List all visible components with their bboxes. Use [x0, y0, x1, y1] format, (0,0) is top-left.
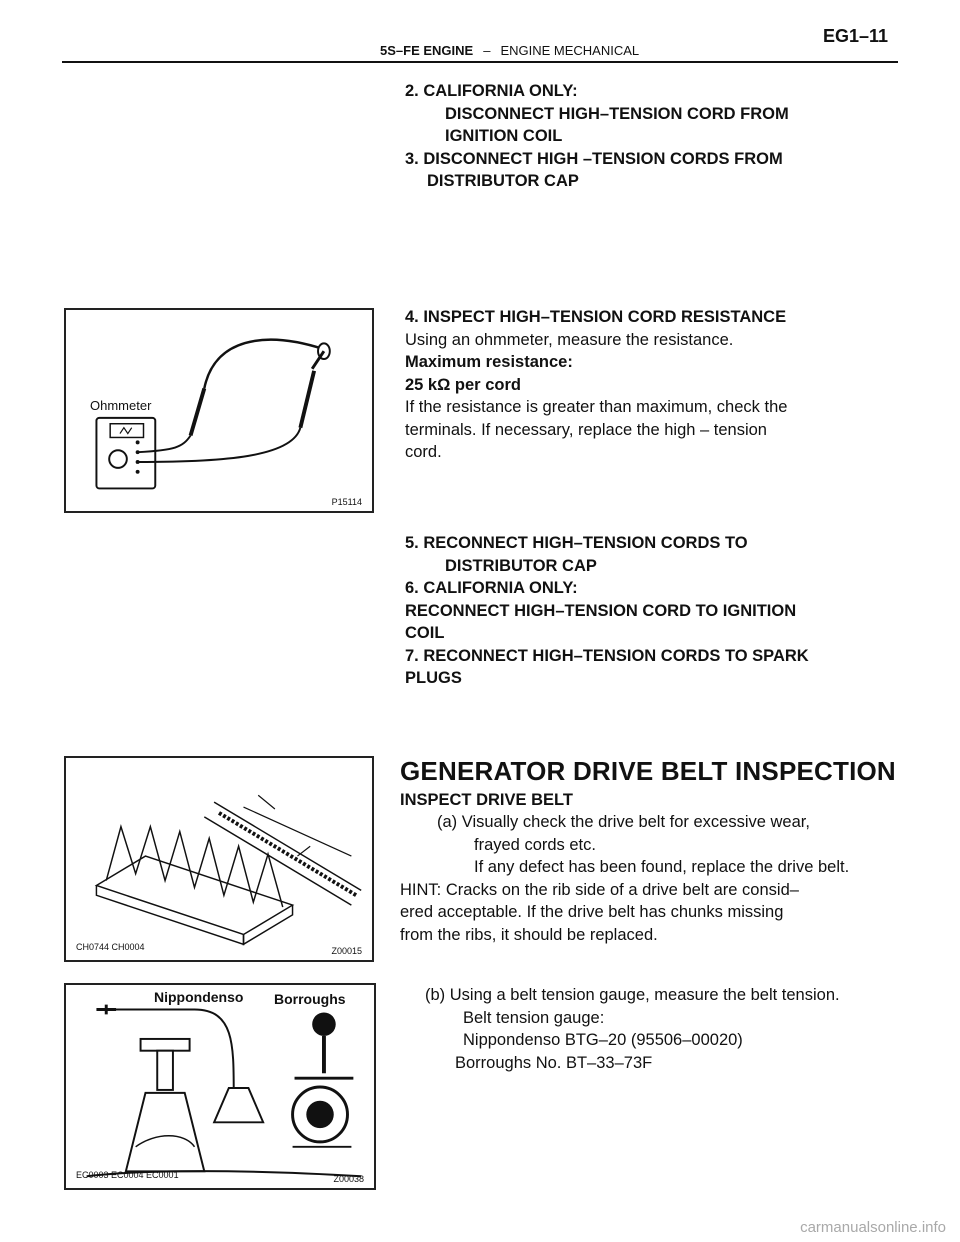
hint-line3: from the ribs, it should be replaced. [400, 925, 658, 944]
step-4-heading: 4. INSPECT HIGH–TENSION CORD RESISTANCE [405, 308, 787, 326]
step-2-line1: DISCONNECT HIGH–TENSION CORD FROM [445, 104, 789, 123]
steps-disconnect [405, 80, 789, 193]
running-header [380, 43, 639, 58]
step-b-line2: Belt tension gauge: [463, 1008, 605, 1027]
drive-belt-illustration [66, 758, 372, 960]
step-6-line2: COIL [405, 624, 445, 642]
step-6-heading: 6. CALIFORNIA ONLY: [405, 579, 578, 597]
hint-line2: ered acceptable. If the drive belt has chunks missing [400, 903, 784, 921]
spec-value: 25 kΩ per cord [405, 375, 521, 394]
figure3-codes: EC0003 EC0004 EC0001 [76, 1170, 179, 1180]
header-separator: – [483, 43, 491, 58]
label-borroughs: Borroughs [274, 991, 346, 1007]
step-5-heading: 5. RECONNECT HIGH–TENSION CORDS TO [405, 534, 748, 552]
step-a-line3: If any defect has been found, replace the drive belt. [474, 858, 850, 876]
figure3-code: Z00038 [333, 1174, 364, 1184]
step-7-line1: PLUGS [405, 669, 462, 687]
step-7-heading: 7. RECONNECT HIGH–TENSION CORDS TO SPARK [405, 646, 809, 665]
step-6-line1: RECONNECT HIGH–TENSION CORD TO IGNITION [405, 601, 797, 620]
figure2-code: Z00015 [331, 946, 362, 956]
step-a-line2: frayed cords etc. [474, 835, 596, 854]
step-4-instruction: Using an ohmmeter, measure the resistance. [405, 330, 734, 349]
drive-belt-figure [64, 756, 374, 962]
page-code: EG1–11 [823, 26, 889, 46]
figure1-code: P15114 [331, 497, 362, 507]
step-4-line4: cord. [405, 443, 442, 461]
step-2-heading: 2. CALIFORNIA ONLY: [405, 82, 578, 100]
step-b-line3: Nippondenso BTG–20 (95506–00020) [463, 1031, 743, 1049]
step-4-line3: terminals. If necessary, replace the high – tension [405, 420, 767, 439]
steps-reconnect [405, 532, 809, 690]
tension-gauge-figure [64, 983, 376, 1190]
figure2-codes: CH0744 CH0004 [76, 942, 145, 952]
ohmmeter-label: Ohmmeter [90, 398, 152, 413]
step-4-inspect-cord [405, 306, 787, 464]
tension-gauge-illustration [66, 985, 374, 1188]
step-b-tension [425, 984, 840, 1074]
label-nippondenso: Nippondenso [154, 989, 244, 1005]
step-b-line1: (b) Using a belt tension gauge, measure the belt tension. [425, 986, 840, 1004]
header-section: ENGINE MECHANICAL [500, 43, 640, 58]
step-3-heading: 3. DISCONNECT HIGH –TENSION CORDS FROM [405, 149, 783, 168]
spec-label: Maximum resistance: [405, 353, 573, 371]
ohmmeter-figure [64, 308, 374, 513]
belt-inspection-section [400, 756, 896, 946]
step-a-line1: (a) Visually check the drive belt for excessive wear, [437, 813, 810, 831]
site-watermark: carmanualsonline.info [800, 1219, 946, 1236]
header-engine: 5S–FE ENGINE [380, 43, 474, 58]
step-4-line2: If the resistance is greater than maximum, check the [405, 398, 788, 416]
section-title: GENERATOR DRIVE BELT INSPECTION [400, 756, 896, 786]
hint-line1: HINT: Cracks on the rib side of a drive belt are consid– [400, 880, 799, 899]
step-2-line2: IGNITION COIL [445, 127, 563, 145]
step-b-line4: Borroughs No. BT–33–73F [455, 1053, 653, 1072]
section-subhead: INSPECT DRIVE BELT [400, 790, 573, 809]
header-rule [62, 61, 898, 63]
step-3-line1: DISTRIBUTOR CAP [427, 172, 579, 190]
step-5-line1: DISTRIBUTOR CAP [445, 556, 597, 575]
